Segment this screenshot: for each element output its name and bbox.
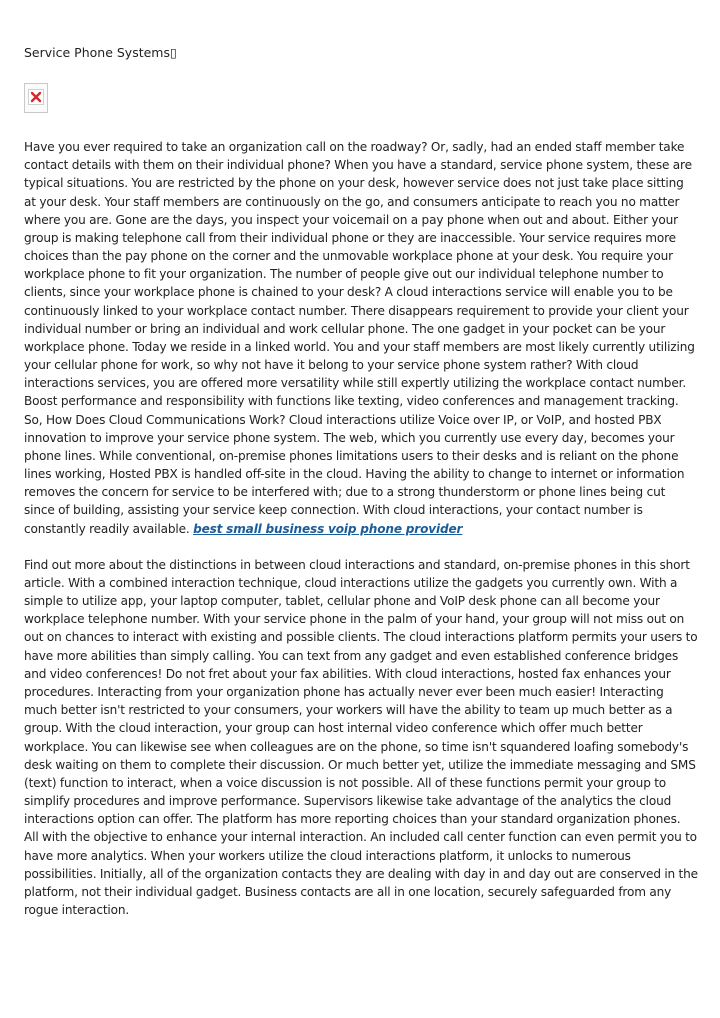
red-x-icon xyxy=(28,89,44,105)
voip-provider-link[interactable]: best small business voip phone provider xyxy=(193,521,463,536)
paragraph-1-text: Have you ever required to take an organization call on the roadway? Or, sadly, had an ended staff member take contact details with them on their individual phone? When you have a standard, service phone system, these are typical situations. You are restricted by the phone on your desk, however service does not just take place sitting at your desk. Your staff members are continuously on the go, and consumers anticipate to reach you no matter where you are. Gone are the days, you inspect your voicemail on a pay phone when out and about. Either your group is making telephone call from their individual phone or they are inaccessible. Your service requires more choices than the pay phone on the corner and the unmovable workplace phone at your desk. You require your workplace phone to fit your organization. The number of people give out our individual telephone number to clients, since your workplace phone is chained to your desk? A cloud interactions service will enable you to be continuously linked to your workplace contact number. There disappears requirement to provide your client your individual number or bring an individual and work cellular phone. The one gadget in your pocket can be your workplace phone. Today we reside in a linked world. You and your staff members are most likely currently utilizing your cellular phone for work, so why not have it belong to your service phone system rather? With cloud interactions services, you are offered more versatility while still expertly utilizing the workplace contact number. Boost performance and responsibility with functions like texting, video conferences and management tracking. So, How Does Cloud Communications Work? Cloud interactions utilize Voice over IP, or VoIP, and hosted PBX innovation to improve your service phone system. The web, which you currently use every day, becomes your phone lines. While conventional, on-premise phones limitations users to their desks and is reliant on the phone lines working, Hosted PBX is handled off-site in the cloud. Having the ability to change to internet or information removes the concern for service to be interfered with; due to a strong thunderstorm or phone lines being cut since of building, assisting your service keep connection. With cloud interactions, your contact number is constantly readily available. xyxy=(24,140,695,536)
body-paragraph-2: Find out more about the distinctions in between cloud interactions and standard, on-premise phones in this short article. With a combined interaction technique, cloud interactions utilize the gadgets you currently own. With a simple to utilize app, your laptop computer, tablet, cellular phone and VoIP desk phone can all become your workplace telephone number. With your service phone in the palm of your hand, your group will not miss out on out on chances to interact with existing and possible clients. The cloud interactions platform permits your users to have more abilities than simply calling. You can text from any gadget and even established conference bridges and video conferences! Do not fret about your fax abilities. With cloud interactions, hosted fax enhances your procedures. Interacting from your organization phone has actually never ever been much easier! Interacting much better isn't restricted to your consumers, your workers will have the ability to team up much better as a group. With the cloud interaction, your group can host internal video conference which offer much better workplace. You can likewise see when colleagues are on the phone, so time isn't squandered loafing somebody's desk waiting on them to complete their discussion. Or much better yet, utilize the immediate messaging and SMS (text) function to interact, when a voice discussion is not possible. All of these functions permit your group to simplify procedures and improve performance. Supervisors likewise take advantage of the analytics the cloud interactions option can offer. The platform has more reporting choices than your standard organization phones. All with the objective to enhance your internal interaction. An included call center function can even permit you to have more analytics. When your workers utilize the cloud interactions platform, it unlocks to numerous possibilities. Initially, all of the organization contacts they are dealing with day in and day out are conserved in the platform, not their individual gadget. Business contacts are all in one location, securely safeguarded from any rogue interaction. xyxy=(24,557,698,918)
broken-image-icon xyxy=(24,83,48,113)
page-title: Service Phone Systems▯ xyxy=(24,45,177,60)
document-page xyxy=(24,44,698,919)
body-paragraph-1 xyxy=(24,138,698,538)
